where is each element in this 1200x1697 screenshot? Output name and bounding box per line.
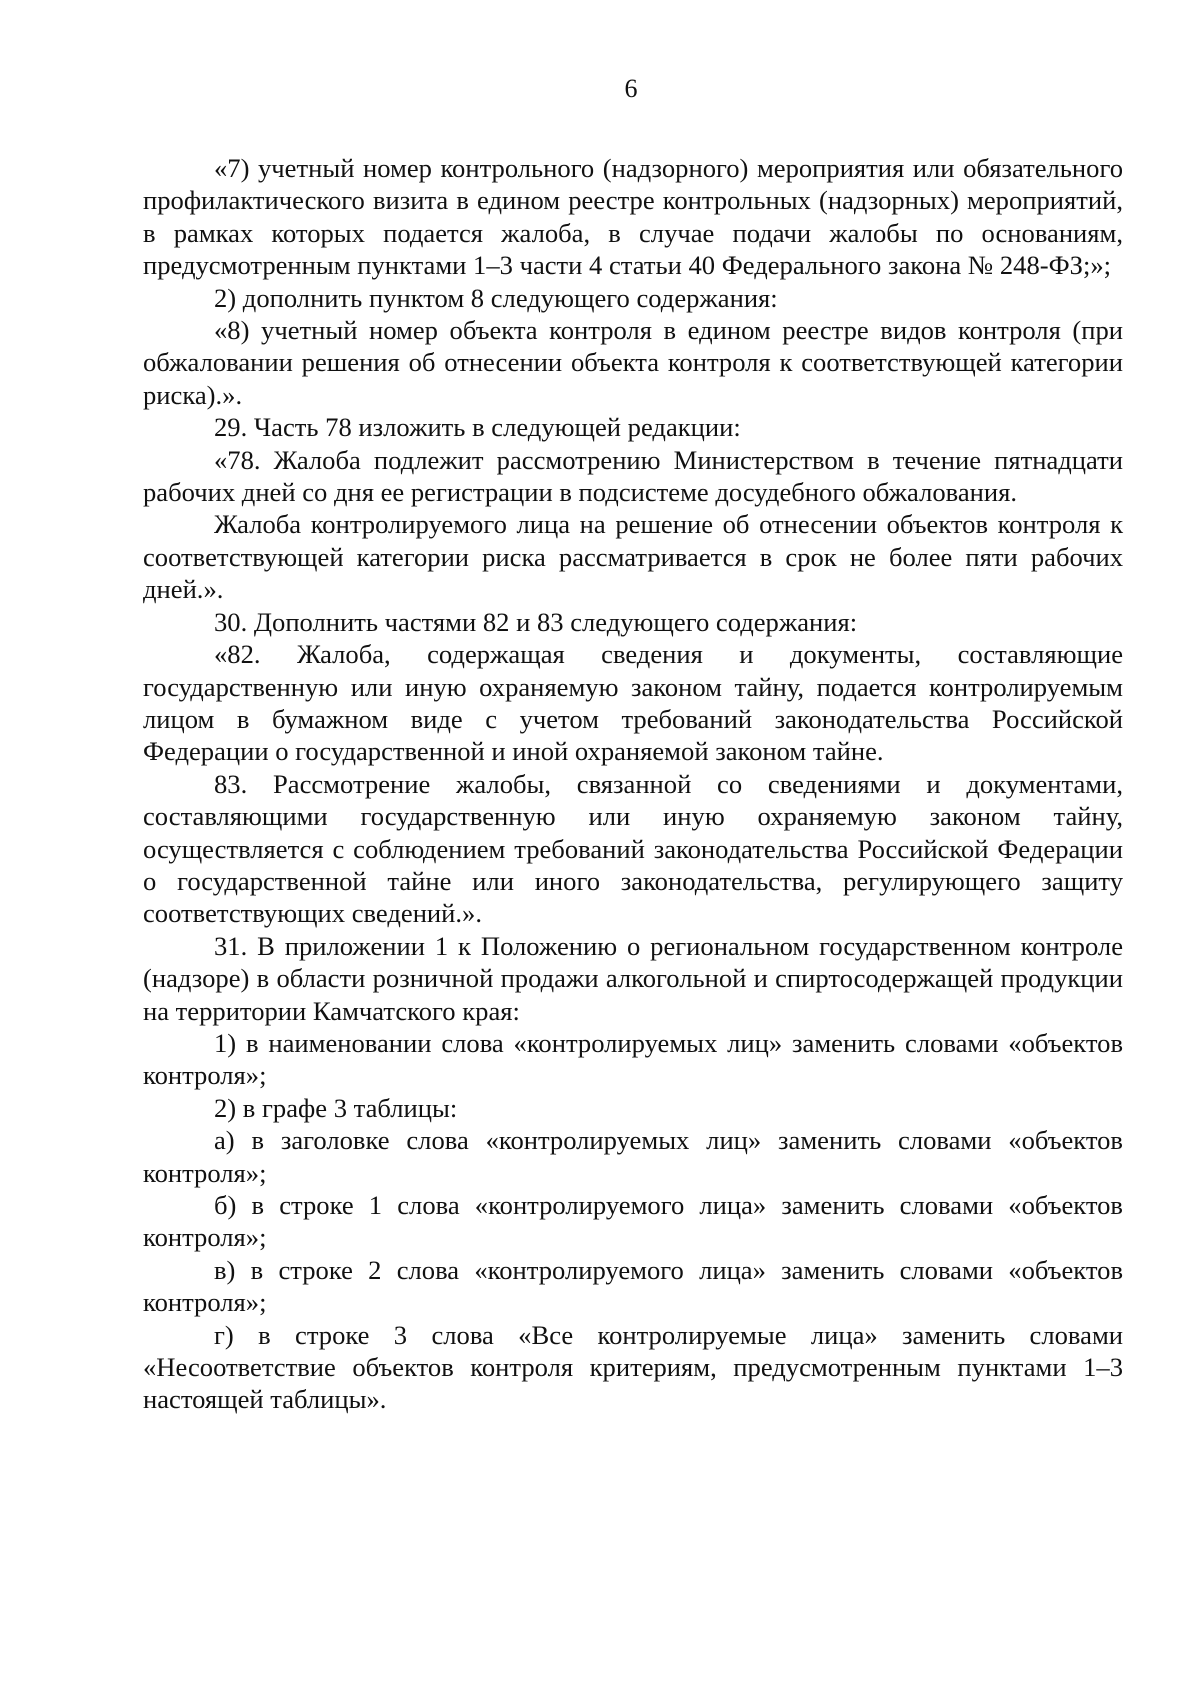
paragraph: 2) дополнить пунктом 8 следующего содержания: — [214, 282, 778, 313]
paragraph: «8) учетный номер объекта контроля в едином реестре видов контроля (при обжаловании решения об отнесении объекта контроля к соответствующей категории риска).». — [143, 315, 1123, 410]
paragraph: в) в строке 2 слова «контролируемого лица» заменить словами «объектов контроля»; — [143, 1254, 1123, 1318]
paragraph: 31. В приложении 1 к Положению о региональном государственном контроле (надзоре) в области розничной продажи алкогольной и спиртосодержащей продукции на территории Камчатского края: — [143, 930, 1123, 1026]
paragraph: 2) в графе 3 таблицы: — [214, 1092, 458, 1123]
paragraph: 29. Часть 78 изложить в следующей редакции: — [214, 412, 741, 443]
paragraph: г) в строке 3 слова «Все контролируемые лица» заменить словами «Несоответствие объектов контроля критериям, предусмотренным пунктами 1–3 настоящей таблицы». — [143, 1319, 1123, 1415]
paragraph: б) в строке 1 слова «контролируемого лица» заменить словами «объектов контроля»; — [143, 1190, 1123, 1253]
document-body — [143, 152, 1123, 1416]
paragraph: 30. Дополнить частями 82 и 83 следующего содержания: — [214, 606, 858, 637]
page-number: 6 — [624, 74, 638, 103]
paragraph: 1) в наименовании слова «контролируемых лиц» заменить словами «объектов контроля»; — [143, 1027, 1123, 1091]
paragraph: а) в заголовке слова «контролируемых лиц» заменить словами «объектов контроля»; — [143, 1125, 1123, 1188]
paragraph: «78. Жалоба подлежит рассмотрению Министерством в течение пятнадцати рабочих дней со дня ее регистрации в подсистеме досудебного обжалования. — [143, 444, 1123, 508]
paragraph: «7) учетный номер контрольного (надзорного) мероприятия или обязательного профилактического визита в едином реестре контрольных (надзорных) мероприятий, в рамках которых подается жалоба, в случае подачи жалобы по основаниям, предусмотренным пунктами 1–3 части 4 статьи 40 Федерального закона № 248-ФЗ;»; — [143, 153, 1123, 281]
paragraph: Жалоба контролируемого лица на решение об отнесении объектов контроля к соответствующей категории риска рассматривается в срок не более пяти рабочих дней.». — [143, 509, 1123, 605]
paragraph: «82. Жалоба, содержащая сведения и документы, составляющие государственную или иную охраняемую законом тайну, подается контролируемым лицом в бумажном виде с учетом требований законодательства Российской Федерации о государственной и иной охраняемой законом тайне. — [143, 639, 1123, 767]
paragraph: 83. Рассмотрение жалобы, связанной со сведениями и документами, составляющими государственную или иную охраняемую законом тайну, осуществляется с соблюдением требований законодательства Российской Федерации о государственной тайне или иного законодательства, регулирующего защиту соответствующих сведений.». — [143, 768, 1123, 929]
